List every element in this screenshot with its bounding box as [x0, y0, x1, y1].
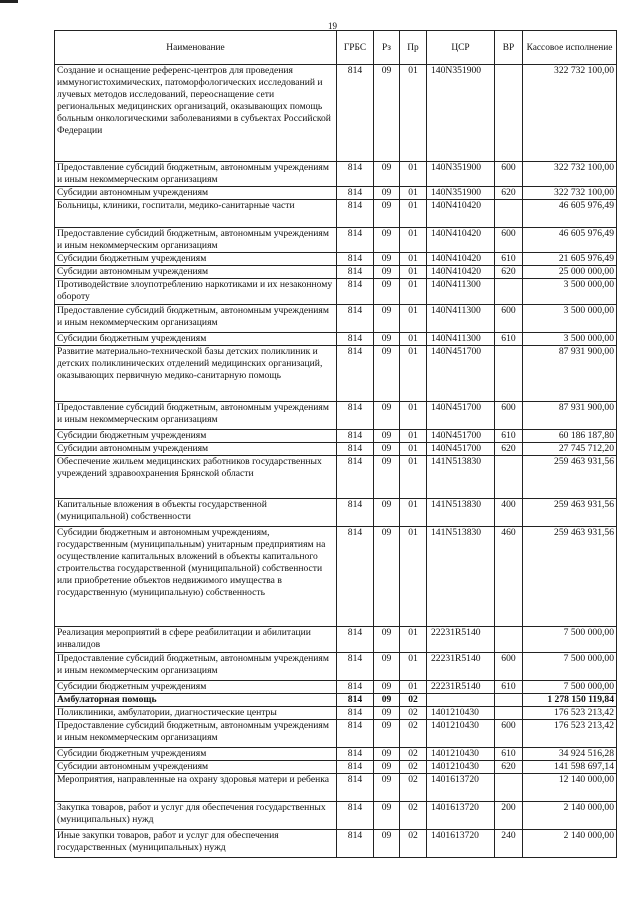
- table-row: [55, 266, 617, 279]
- cell-rz: 09: [374, 456, 400, 499]
- cell-rz: 09: [374, 266, 400, 279]
- cell-csr: 140N451700: [427, 430, 495, 443]
- table-row: [55, 761, 617, 774]
- cell-grbs: 814: [337, 187, 374, 200]
- cell-vr: 600: [495, 228, 523, 253]
- cell-csr: 1401210430: [427, 707, 495, 720]
- cell-name: Поликлиники, амбулатории, диагностические центры: [55, 707, 337, 720]
- cell-amount: 87 931 900,00: [523, 402, 617, 430]
- cell-rz: 09: [374, 430, 400, 443]
- cell-grbs: 814: [337, 456, 374, 499]
- cell-amount: 87 931 900,00: [523, 346, 617, 402]
- cell-vr: 200: [495, 802, 523, 830]
- table-row: [55, 774, 617, 802]
- cell-rz: 09: [374, 653, 400, 681]
- cell-pr: 01: [400, 187, 427, 200]
- cell-csr: 141N513830: [427, 499, 495, 527]
- cell-name: Амбулаторная помощь: [55, 694, 337, 707]
- cell-amount: 176 523 213,42: [523, 720, 617, 748]
- cell-grbs: 814: [337, 200, 374, 228]
- cell-name: Закупка товаров, работ и услуг для обеспечения государственных (муниципальных) нужд: [55, 802, 337, 830]
- cell-name: Предоставление субсидий бюджетным, автономным учреждениям и иным некоммерческим организациям: [55, 162, 337, 187]
- table-row: [55, 499, 617, 527]
- cell-vr: 610: [495, 430, 523, 443]
- cell-vr: 240: [495, 830, 523, 858]
- cell-rz: 09: [374, 761, 400, 774]
- cell-rz: 09: [374, 830, 400, 858]
- cell-rz: 09: [374, 333, 400, 346]
- cell-csr: 140N451700: [427, 402, 495, 430]
- cell-csr: 141N513830: [427, 527, 495, 627]
- cell-csr: 140N451700: [427, 443, 495, 456]
- cell-name: Предоставление субсидий бюджетным, автономным учреждениям и иным некоммерческим организациям: [55, 402, 337, 430]
- table-row: [55, 802, 617, 830]
- cell-name: Субсидии бюджетным учреждениям: [55, 430, 337, 443]
- cell-csr: 140N451700: [427, 346, 495, 402]
- table-row: [55, 65, 617, 162]
- cell-pr: 02: [400, 761, 427, 774]
- cell-name: Субсидии автономным учреждениям: [55, 443, 337, 456]
- cell-pr: 02: [400, 802, 427, 830]
- cell-pr: 02: [400, 694, 427, 707]
- cell-name: Субсидии бюджетным учреждениям: [55, 253, 337, 266]
- cell-rz: 09: [374, 774, 400, 802]
- cell-grbs: 814: [337, 627, 374, 653]
- table-row: [55, 430, 617, 443]
- table-row: [55, 402, 617, 430]
- page-number: 19: [328, 21, 337, 31]
- table-row: [55, 228, 617, 253]
- cell-grbs: 814: [337, 443, 374, 456]
- cell-name: Реализация мероприятий в сфере реабилитации и абилитации инвалидов: [55, 627, 337, 653]
- cell-rz: 09: [374, 443, 400, 456]
- cell-csr: 141N513830: [427, 456, 495, 499]
- table-row: [55, 681, 617, 694]
- cell-amount: 141 598 697,14: [523, 761, 617, 774]
- cell-name: Субсидии автономным учреждениям: [55, 187, 337, 200]
- cell-amount: 27 745 712,20: [523, 443, 617, 456]
- cell-amount: 2 140 000,00: [523, 830, 617, 858]
- cell-rz: 09: [374, 162, 400, 187]
- table-row: [55, 456, 617, 499]
- cell-amount: 2 140 000,00: [523, 802, 617, 830]
- cell-rz: 09: [374, 694, 400, 707]
- cell-amount: 259 463 931,56: [523, 499, 617, 527]
- cell-pr: 01: [400, 333, 427, 346]
- cell-vr: [495, 707, 523, 720]
- cell-grbs: 814: [337, 830, 374, 858]
- cell-vr: 610: [495, 681, 523, 694]
- cell-name: Предоставление субсидий бюджетным, автономным учреждениям и иным некоммерческим организациям: [55, 653, 337, 681]
- cell-vr: 610: [495, 333, 523, 346]
- cell-csr: [427, 694, 495, 707]
- cell-rz: 09: [374, 253, 400, 266]
- cell-pr: 01: [400, 527, 427, 627]
- table-row: [55, 748, 617, 761]
- cell-pr: 02: [400, 774, 427, 802]
- cell-amount: 1 278 150 119,84: [523, 694, 617, 707]
- cell-grbs: 814: [337, 499, 374, 527]
- cell-vr: 610: [495, 253, 523, 266]
- table-row: [55, 200, 617, 228]
- cell-vr: [495, 346, 523, 402]
- cell-grbs: 814: [337, 266, 374, 279]
- cell-csr: 140N351900: [427, 65, 495, 162]
- cell-grbs: 814: [337, 430, 374, 443]
- cell-csr: 1401210430: [427, 720, 495, 748]
- cell-rz: 09: [374, 305, 400, 333]
- cell-pr: 01: [400, 200, 427, 228]
- cell-vr: 620: [495, 761, 523, 774]
- table-row: [55, 720, 617, 748]
- cell-pr: 02: [400, 707, 427, 720]
- cell-name: Субсидии бюджетным и автономным учреждениям, государственным (муниципальным) унитарным предприятиям на осуществление капитальных вложений в объекты капитального строительства государственной (муниципальной) собственности или приобретение объектов недвижимого имущества в государственную (муниципальную) собственность: [55, 527, 337, 627]
- col-header-amount: Кассовое исполнение: [523, 31, 617, 65]
- cell-pr: 01: [400, 266, 427, 279]
- cell-name: Предоставление субсидий бюджетным, автономным учреждениям и иным некоммерческим организациям: [55, 305, 337, 333]
- cell-vr: [495, 627, 523, 653]
- cell-vr: [495, 456, 523, 499]
- cell-grbs: 814: [337, 305, 374, 333]
- cell-amount: 7 500 000,00: [523, 681, 617, 694]
- cell-pr: 01: [400, 228, 427, 253]
- cell-csr: 140N410420: [427, 200, 495, 228]
- cell-csr: 140N411300: [427, 305, 495, 333]
- cell-name: Мероприятия, направленные на охрану здоровья матери и ребенка: [55, 774, 337, 802]
- cell-name: Субсидии бюджетным учреждениям: [55, 748, 337, 761]
- cell-csr: 1401613720: [427, 802, 495, 830]
- cell-pr: 01: [400, 681, 427, 694]
- cell-csr: 1401613720: [427, 774, 495, 802]
- cell-csr: 140N410420: [427, 228, 495, 253]
- cell-csr: 140N410420: [427, 253, 495, 266]
- table-header-row: [55, 31, 617, 65]
- cell-vr: 610: [495, 748, 523, 761]
- cell-pr: 01: [400, 443, 427, 456]
- cell-pr: 02: [400, 748, 427, 761]
- cell-grbs: 814: [337, 802, 374, 830]
- cell-grbs: 814: [337, 162, 374, 187]
- cell-amount: 3 500 000,00: [523, 333, 617, 346]
- cell-amount: 259 463 931,56: [523, 527, 617, 627]
- cell-vr: 600: [495, 653, 523, 681]
- cell-amount: 25 000 000,00: [523, 266, 617, 279]
- cell-pr: 01: [400, 65, 427, 162]
- cell-name: Противодействие злоупотреблению наркотиками и их незаконному обороту: [55, 279, 337, 305]
- cell-rz: 09: [374, 228, 400, 253]
- cell-pr: 01: [400, 279, 427, 305]
- cell-pr: 01: [400, 346, 427, 402]
- cell-vr: 600: [495, 720, 523, 748]
- table-row: [55, 694, 617, 707]
- cell-amount: 322 732 100,00: [523, 187, 617, 200]
- cell-pr: 01: [400, 430, 427, 443]
- cell-grbs: 814: [337, 228, 374, 253]
- cell-grbs: 814: [337, 527, 374, 627]
- table-row: [55, 527, 617, 627]
- cell-pr: 01: [400, 499, 427, 527]
- col-header-grbs: ГРБС: [337, 31, 374, 65]
- cell-rz: 09: [374, 681, 400, 694]
- cell-vr: 460: [495, 527, 523, 627]
- col-header-name: Наименование: [55, 31, 337, 65]
- cell-csr: 22231R5140: [427, 681, 495, 694]
- table-row: [55, 279, 617, 305]
- cell-amount: 46 605 976,49: [523, 228, 617, 253]
- cell-pr: 01: [400, 162, 427, 187]
- cell-amount: 259 463 931,56: [523, 456, 617, 499]
- cell-name: Субсидии бюджетным учреждениям: [55, 333, 337, 346]
- cell-vr: [495, 774, 523, 802]
- cell-vr: 620: [495, 266, 523, 279]
- table-row: [55, 653, 617, 681]
- col-header-pr: Пр: [400, 31, 427, 65]
- cell-grbs: 814: [337, 748, 374, 761]
- cell-vr: [495, 694, 523, 707]
- cell-rz: 09: [374, 748, 400, 761]
- cell-vr: 600: [495, 402, 523, 430]
- cell-name: Субсидии автономным учреждениям: [55, 761, 337, 774]
- col-header-csr: ЦСР: [427, 31, 495, 65]
- cell-rz: 09: [374, 65, 400, 162]
- cell-grbs: 814: [337, 707, 374, 720]
- cell-amount: 21 605 976,49: [523, 253, 617, 266]
- cell-amount: 322 732 100,00: [523, 65, 617, 162]
- cell-name: Больницы, клиники, госпитали, медико-санитарные части: [55, 200, 337, 228]
- table-row: [55, 346, 617, 402]
- cell-pr: 01: [400, 402, 427, 430]
- cell-name: Субсидии бюджетным учреждениям: [55, 681, 337, 694]
- cell-vr: 620: [495, 443, 523, 456]
- cell-csr: 140N410420: [427, 266, 495, 279]
- cell-pr: 02: [400, 830, 427, 858]
- cell-amount: 34 924 516,28: [523, 748, 617, 761]
- cell-pr: 02: [400, 720, 427, 748]
- cell-name: Капитальные вложения в объекты государственной (муниципальной) собственности: [55, 499, 337, 527]
- cell-rz: 09: [374, 402, 400, 430]
- cell-amount: 60 186 187,80: [523, 430, 617, 443]
- cell-csr: 22231R5140: [427, 653, 495, 681]
- cell-vr: 600: [495, 162, 523, 187]
- cell-csr: 1401210430: [427, 761, 495, 774]
- cell-name: Обеспечение жильем медицинских работников государственных учреждений здравоохранения Брянской области: [55, 456, 337, 499]
- cell-rz: 09: [374, 499, 400, 527]
- cell-vr: 620: [495, 187, 523, 200]
- cell-name: Предоставление субсидий бюджетным, автономным учреждениям и иным некоммерческим организациям: [55, 228, 337, 253]
- cell-pr: 01: [400, 253, 427, 266]
- cell-rz: 09: [374, 707, 400, 720]
- cell-vr: [495, 200, 523, 228]
- table-row: [55, 162, 617, 187]
- scan-corner-mark: [0, 0, 18, 3]
- cell-pr: 01: [400, 305, 427, 333]
- cell-vr: [495, 65, 523, 162]
- cell-vr: [495, 279, 523, 305]
- table-body: [55, 65, 617, 858]
- table-row: [55, 443, 617, 456]
- cell-rz: 09: [374, 802, 400, 830]
- col-header-rz: Рз: [374, 31, 400, 65]
- cell-rz: 09: [374, 346, 400, 402]
- cell-rz: 09: [374, 720, 400, 748]
- cell-name: Развитие материально-технической базы детских поликлиник и детских поликлинических отделений медицинских организаций, оказывающих первичную медико-санитарную помощь: [55, 346, 337, 402]
- cell-amount: 3 500 000,00: [523, 305, 617, 333]
- cell-rz: 09: [374, 627, 400, 653]
- cell-amount: 322 732 100,00: [523, 162, 617, 187]
- cell-amount: 12 140 000,00: [523, 774, 617, 802]
- cell-csr: 140N411300: [427, 333, 495, 346]
- table-row: [55, 305, 617, 333]
- cell-grbs: 814: [337, 761, 374, 774]
- cell-rz: 09: [374, 279, 400, 305]
- cell-amount: 46 605 976,49: [523, 200, 617, 228]
- cell-csr: 1401613720: [427, 830, 495, 858]
- table-row: [55, 707, 617, 720]
- cell-pr: 01: [400, 653, 427, 681]
- cell-name: Создание и оснащение референс-центров для проведения иммуногистохимических, патоморфологических исследований и лучевых методов исследований, переоснащение сети региональных медицинских организаций, оказывающих помощь больным онкологическими заболеваниями в субъектах Российской Федерации: [55, 65, 337, 162]
- cell-grbs: 814: [337, 346, 374, 402]
- cell-rz: 09: [374, 200, 400, 228]
- cell-name: Иные закупки товаров, работ и услуг для обеспечения государственных (муниципальных) нужд: [55, 830, 337, 858]
- budget-table: [54, 30, 617, 858]
- cell-rz: 09: [374, 527, 400, 627]
- cell-grbs: 814: [337, 65, 374, 162]
- cell-csr: 140N351900: [427, 162, 495, 187]
- cell-grbs: 814: [337, 402, 374, 430]
- cell-pr: 01: [400, 627, 427, 653]
- cell-grbs: 814: [337, 653, 374, 681]
- cell-grbs: 814: [337, 333, 374, 346]
- cell-vr: 600: [495, 305, 523, 333]
- cell-csr: 140N351900: [427, 187, 495, 200]
- cell-amount: 7 500 000,00: [523, 653, 617, 681]
- cell-grbs: 814: [337, 681, 374, 694]
- cell-csr: 22231R5140: [427, 627, 495, 653]
- cell-name: Субсидии автономным учреждениям: [55, 266, 337, 279]
- table-row: [55, 830, 617, 858]
- cell-amount: 7 500 000,00: [523, 627, 617, 653]
- table-row: [55, 253, 617, 266]
- cell-amount: 176 523 213,42: [523, 707, 617, 720]
- cell-grbs: 814: [337, 694, 374, 707]
- cell-grbs: 814: [337, 253, 374, 266]
- cell-amount: 3 500 000,00: [523, 279, 617, 305]
- cell-pr: 01: [400, 456, 427, 499]
- cell-grbs: 814: [337, 774, 374, 802]
- cell-grbs: 814: [337, 720, 374, 748]
- col-header-vr: ВР: [495, 31, 523, 65]
- cell-vr: 400: [495, 499, 523, 527]
- cell-grbs: 814: [337, 279, 374, 305]
- table-row: [55, 333, 617, 346]
- cell-csr: 140N411300: [427, 279, 495, 305]
- cell-csr: 1401210430: [427, 748, 495, 761]
- table-row: [55, 187, 617, 200]
- cell-name: Предоставление субсидий бюджетным, автономным учреждениям и иным некоммерческим организациям: [55, 720, 337, 748]
- table-row: [55, 627, 617, 653]
- cell-rz: 09: [374, 187, 400, 200]
